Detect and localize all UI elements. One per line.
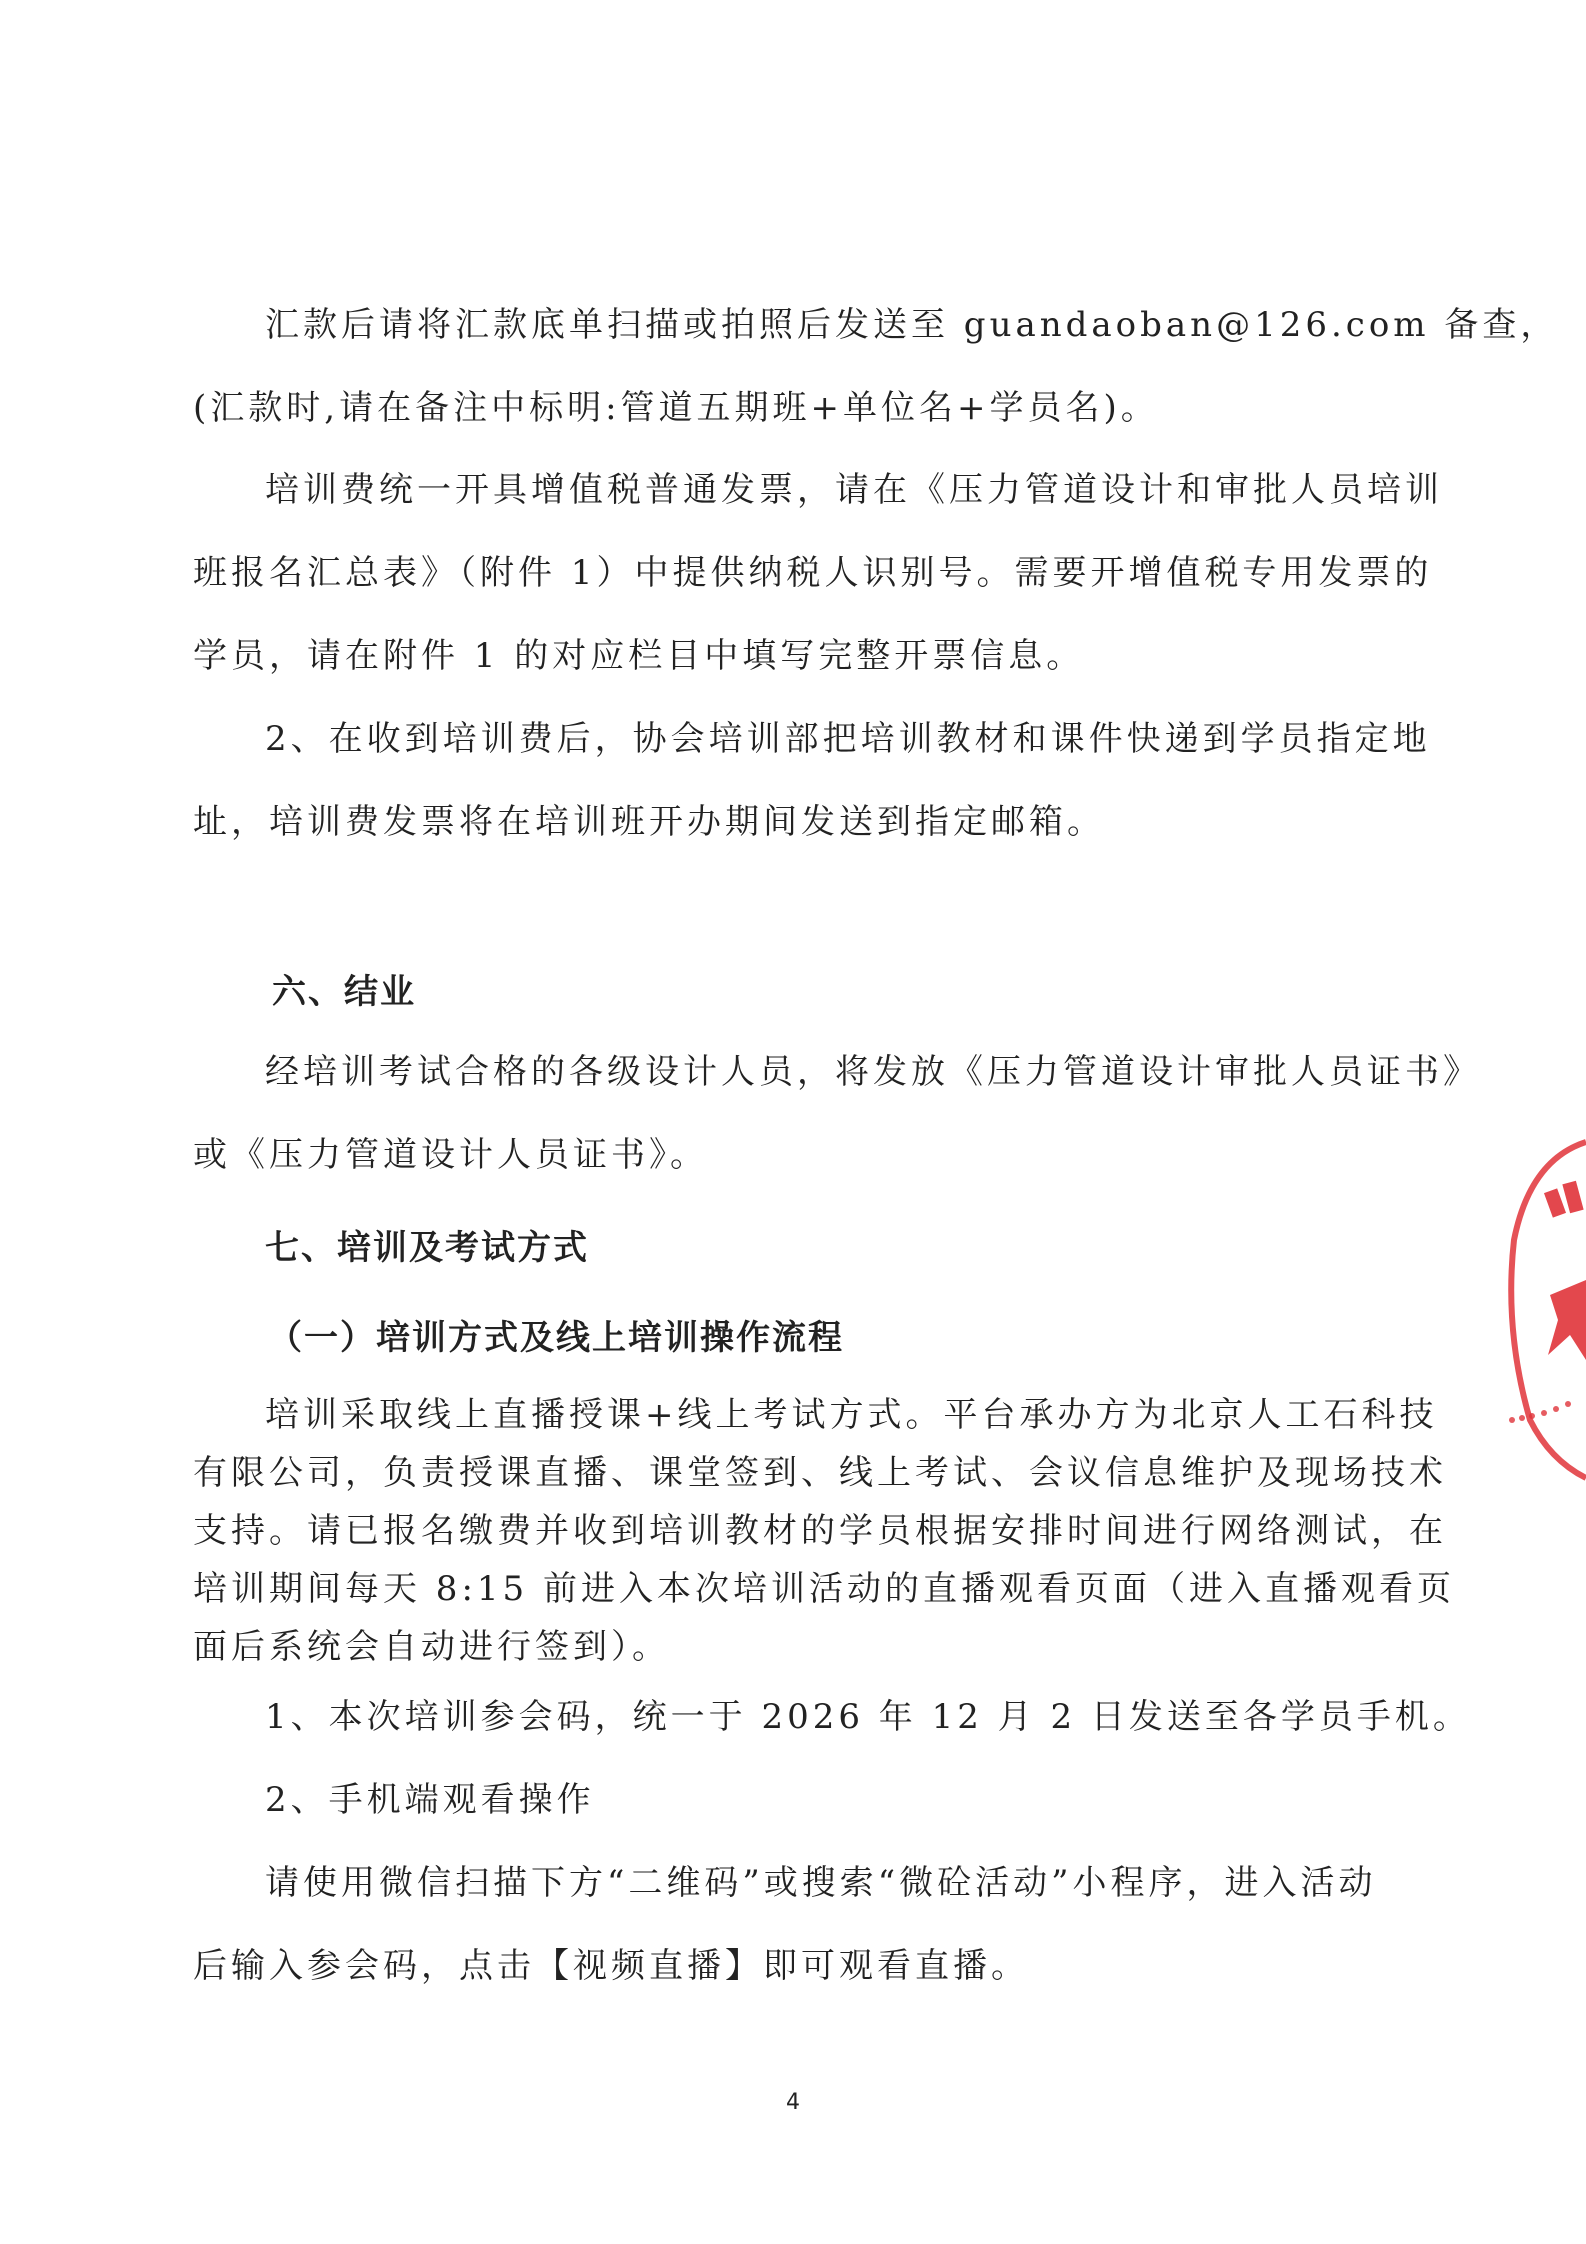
paragraph-line: 班报名汇总表》（附件 1）中提供纳税人识别号。需要开增值税专用发票的 (193, 553, 1433, 593)
subsection-heading: （一）培训方式及线上培训操作流程 (268, 1318, 844, 1358)
paragraph-line: 后输入参会码，点击【视频直播】即可观看直播。 (193, 1946, 1029, 1986)
paragraph-line: 经培训考试合格的各级设计人员，将发放《压力管道设计审批人员证书》 (265, 1052, 1481, 1092)
paragraph-line: 培训采取线上直播授课+线上考试方式。平台承办方为北京人工石科技 (265, 1395, 1438, 1435)
paragraph-line: 培训期间每天 8:15 前进入本次培训活动的直播观看页面（进入直播观看页 (193, 1569, 1455, 1609)
section-heading-7: 七、培训及考试方式 (265, 1228, 589, 1268)
paragraph-line: (汇款时,请在备注中标明:管道五期班+单位名+学员名)。 (193, 388, 1159, 428)
official-seal-fragment (1500, 1130, 1586, 1490)
paragraph-line: 培训费统一开具增值税普通发票，请在《压力管道设计和审批人员培训 (265, 470, 1443, 510)
paragraph-line: 1、本次培训参会码，统一于 2026 年 12 月 2 日发送至各学员手机。 (265, 1697, 1471, 1737)
paragraph-line: 2、在收到培训费后，协会培训部把培训教材和课件快递到学员指定地 (265, 719, 1431, 759)
paragraph-line: 支持。请已报名缴费并收到培训教材的学员根据安排时间进行网络测试，在 (193, 1511, 1447, 1551)
page-number: 4 (786, 2090, 800, 2115)
paragraph-line: 2、手机端观看操作 (265, 1780, 595, 1820)
paragraph-line: 请使用微信扫描下方“二维码”或搜索“微砼活动”小程序，进入活动 (265, 1863, 1377, 1903)
section-heading-6: 六、结业 (272, 972, 416, 1012)
paragraph-line: 或《压力管道设计人员证书》。 (193, 1135, 708, 1175)
paragraph-line: 面后系统会自动进行签到）。 (193, 1627, 670, 1667)
paragraph-line: 有限公司，负责授课直播、课堂签到、线上考试、会议信息维护及现场技术 (193, 1453, 1447, 1493)
paragraph-line: 学员，请在附件 1 的对应栏目中填写完整开票信息。 (193, 636, 1085, 676)
paragraph-line: 汇款后请将汇款底单扫描或拍照后发送至 guandaoban@126.com 备查， (265, 305, 1559, 345)
paragraph-line: 址，培训费发票将在培训班开办期间发送到指定邮箱。 (193, 802, 1105, 842)
